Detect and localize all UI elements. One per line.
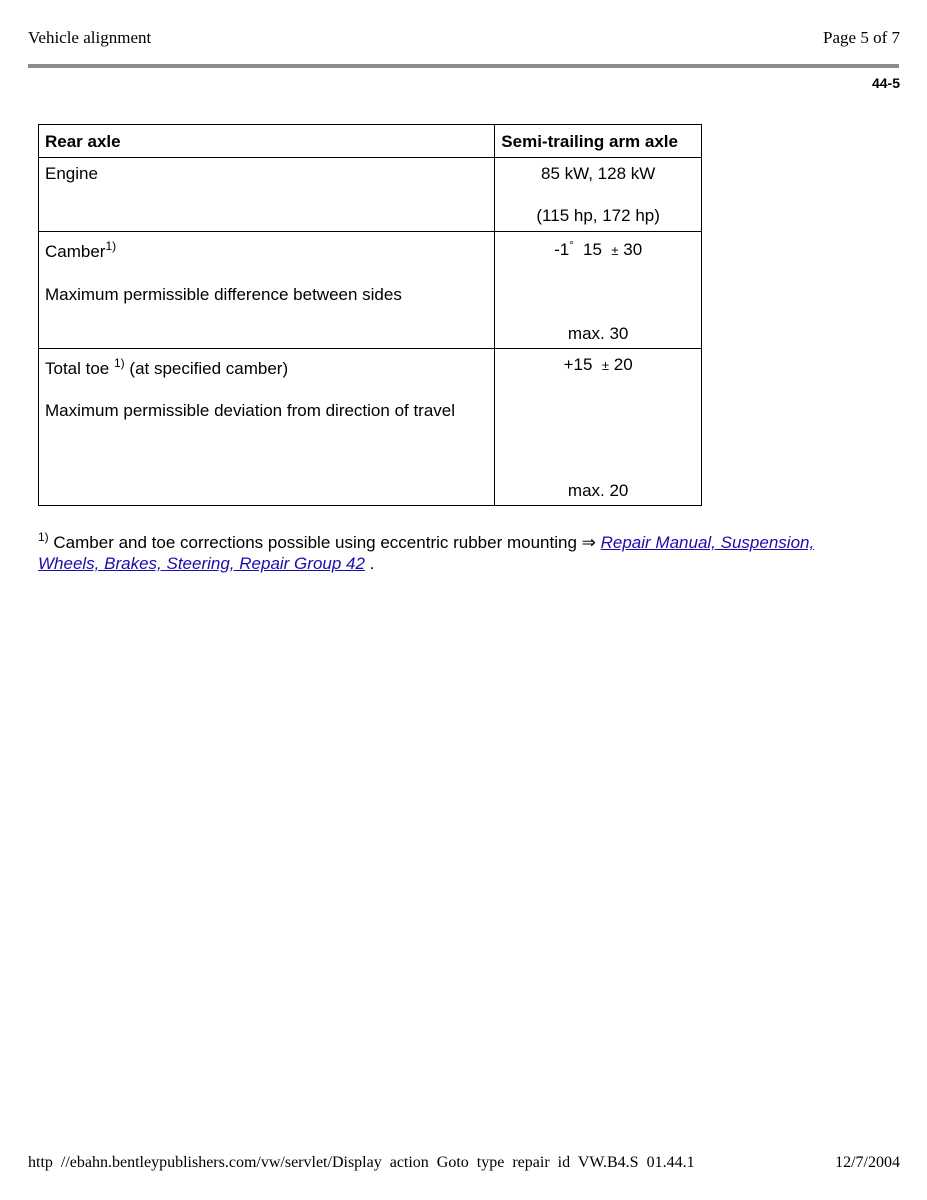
camber-minutes: 15 [583,240,602,259]
toe-label-text: Total toe [45,359,110,378]
table-header-row [39,125,702,158]
toe-label-qualifier: (at specified camber) [129,359,289,378]
header-semi-trailing-label: Semi-trailing arm axle [501,132,678,151]
toe-nominal: +15 [563,355,593,374]
camber-label [45,239,117,262]
toe-label [45,356,289,379]
toe-max-deviation-label: Maximum permissible deviation from direction of travel [45,401,456,420]
cell-toe-value [495,349,702,506]
cell-engine-value [495,158,702,232]
header-divider [28,64,899,68]
toe-tolerance: 20 [613,355,633,374]
toe-value [495,355,701,375]
cell-engine-label [39,158,495,232]
cell-toe-label [39,349,495,506]
plus-minus-symbol: ± [611,243,619,258]
camber-max-value: max. 30 [567,324,629,343]
footer-date: 12/7/2004 [835,1154,900,1171]
toe-footnote-ref: 1) [114,356,125,370]
table-row-engine [39,158,702,232]
footnote-text: Camber and toe corrections possible using eccentric rubber mounting [53,533,577,552]
page-indicator: Page 5 of 7 [823,28,900,47]
footnote-marker: 1) [38,530,49,544]
alignment-spec-table [38,124,702,506]
footnote [38,532,888,574]
camber-value [495,240,701,260]
camber-label-text: Camber [45,242,106,261]
document-title: Vehicle alignment [28,28,152,47]
table-row-camber [39,232,702,349]
footer-url: http //ebahn.bentleypublishers.com/vw/servlet/Display action Goto type repair id VW.B4.S 01.44.1 [28,1154,695,1171]
cell-camber-value [495,232,702,349]
repair-manual-link-line1[interactable]: Repair Manual, Suspension, [600,533,815,552]
engine-power-hp: (115 hp, 172 hp) [536,206,660,225]
cell-camber-label [39,232,495,349]
table-row-total-toe [39,349,702,506]
camber-max-difference-label: Maximum permissible difference between sides [45,285,402,304]
header-rear-axle [39,125,495,158]
header-semi-trailing-arm-axle [495,125,702,158]
camber-tolerance: 30 [623,240,643,259]
repair-manual-link-line2[interactable]: Wheels, Brakes, Steering, Repair Group 42 [38,554,365,573]
camber-degrees: -1 [554,240,570,259]
header-rear-axle-label: Rear axle [45,132,121,151]
arrow-right-icon: ⇒ [581,533,596,552]
footnote-end: . [369,554,375,573]
degree-symbol: ° [569,240,574,252]
engine-power-kw: 85 kW, 128 kW [540,164,656,183]
engine-label: Engine [45,164,98,183]
section-number: 44-5 [871,75,900,91]
plus-minus-symbol: ± [601,358,610,373]
toe-max-value: max. 20 [567,481,629,500]
camber-footnote-ref: 1) [105,239,117,253]
